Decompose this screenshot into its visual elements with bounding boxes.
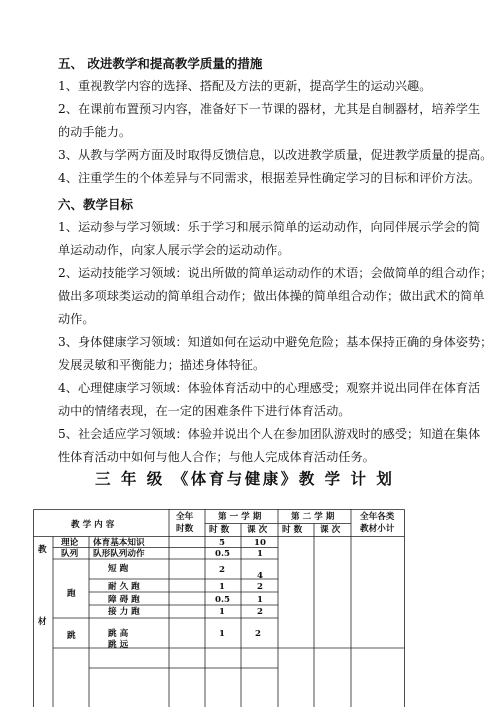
row-0-lessons: 10 (254, 538, 266, 548)
row-6-lessons: 2 (255, 629, 261, 639)
row-1-lessons: 1 (257, 549, 263, 559)
s6-item-2-line-2: 做出多项球类运动的简单组合动作；做出体操的简单组合动作；做出武术的简单 (58, 289, 485, 303)
header-s2-hours: 时 数 (282, 525, 303, 535)
row-0-hours: 5 (219, 538, 225, 548)
row-3-hours: 1 (219, 582, 225, 592)
section-5-body (58, 75, 493, 190)
plan-title: 三 年 级 《体育与健康》教 学 计 划 (95, 469, 395, 488)
section-6-body (58, 216, 493, 469)
row-1-item: 队形队列动作 (93, 549, 145, 559)
header-total-hours-1: 全年 (176, 512, 194, 522)
row-5-item: 接 力 跑 (108, 607, 140, 617)
header-s1-lessons: 课 次 (247, 525, 268, 535)
row-4-lessons: 1 (257, 595, 263, 605)
s6-item-3-line-2: 发展灵敏和平衡能力；描述身体特征。 (58, 358, 266, 372)
s6-item-5-line-2: 性体育活动中如何与他人合作；与他人完成体育活动任务。 (58, 450, 375, 464)
s6-item-2-line-3: 动作。 (58, 312, 95, 326)
row-2-hours: 2 (219, 565, 225, 575)
row-6-hours: 1 (219, 629, 225, 639)
row-4-hours: 0.5 (215, 595, 230, 605)
section-5-heading: 五、 改进教学和提高教学质量的措施 (58, 56, 263, 71)
s6-item-5-line-1: 5、社会适应学习领域：体验并说出个人在参加团队游戏时的感受；知道在集体 (58, 427, 481, 441)
row-0-item: 体育基本知识 (93, 538, 145, 548)
row-7-item: 跳 远 (108, 640, 129, 650)
row-2-item: 短 跑 (108, 564, 129, 574)
section-6-heading: 六、教学目标 (58, 197, 134, 212)
row-4-item: 障 碍 跑 (108, 595, 140, 605)
row-3-item: 耐 久 跑 (108, 582, 140, 592)
row-0-category: 理论 (61, 538, 79, 548)
plan-table (33, 509, 405, 707)
header-materials-1: 全年各类 (360, 512, 395, 522)
s5-item-2-line-1: 2、在课前布置预习内容，准备好下一节课的器材，尤其是自制器材，培养学生 (58, 102, 481, 116)
row-5-lessons: 2 (257, 607, 263, 617)
row-3-category: 跑 (67, 589, 76, 599)
side-label-2: 材 (38, 617, 47, 627)
header-s1-hours: 时 数 (209, 525, 230, 535)
header-total-hours-2: 时数 (176, 524, 194, 534)
s6-item-1-line-2: 单运动动作，向家人展示学会的运动动作。 (58, 243, 290, 257)
row-3-lessons: 2 (257, 582, 263, 592)
side-label-1: 教 (38, 545, 47, 555)
s6-item-3-line-1: 3、身体健康学习领域：知道如何在运动中避免危险；基本保持正确的身体姿势； (58, 335, 493, 349)
s6-item-1-line-1: 1、运动参与学习领域：乐于学习和展示简单的运动动作，向同伴展示学会的简 (58, 220, 481, 234)
row-5-hours: 1 (219, 607, 225, 617)
header-s2-lessons: 课 次 (320, 525, 341, 535)
row-6-item: 跳 高 (108, 629, 129, 639)
header-materials-2: 教材小计 (360, 524, 395, 534)
s5-item-1-line-1: 1、重视教学内容的选择、搭配及方法的更新，提高学生的运动兴趣。 (58, 79, 432, 93)
row-6-category: 跳 (67, 631, 76, 641)
row-1-category: 队列 (61, 549, 79, 559)
s6-item-2-line-1: 2、运动技能学习领域：说出所做的简单运动动作的术语；会做简单的组合动作； (58, 266, 493, 280)
header-semester-2: 第 二 学 期 (291, 512, 335, 522)
row-2-lessons: 4 (257, 571, 263, 581)
s5-item-4-line-1: 4、注重学生的个体差异与不同需求，根据差异性确定学习的目标和评价方法。 (58, 171, 481, 185)
header-content: 教 学 内 容 (71, 520, 115, 530)
s5-item-2-line-2: 的动手能力。 (58, 125, 132, 139)
row-1-hours: 0.5 (215, 549, 230, 559)
header-semester-1: 第 一 学 期 (218, 512, 262, 522)
s6-item-4-line-1: 4、心理健康学习领域：体验体育活动中的心理感受；观察并说出同伴在体育活 (58, 381, 481, 395)
s6-item-4-line-2: 动中的情绪表现，在一定的困难条件下进行体育活动。 (58, 404, 351, 418)
s5-item-3-line-1: 3、从教与学两方面及时取得反馈信息，以改进教学质量，促进教学质量的提高。 (58, 148, 493, 162)
